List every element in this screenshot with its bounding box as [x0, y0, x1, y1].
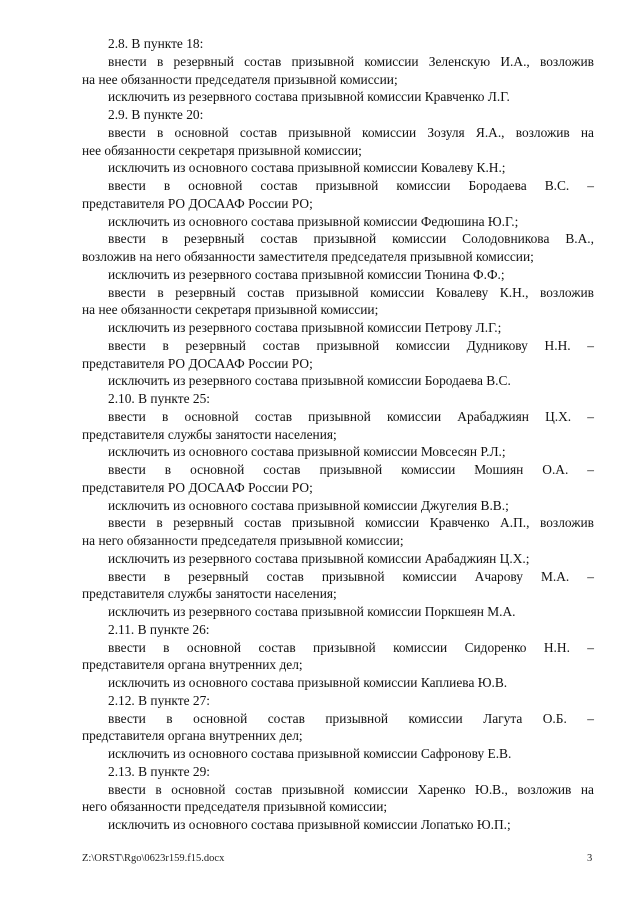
- text-line: ввести в резервный состав призывной комиссии Ачарову М.А. –: [108, 568, 594, 584]
- text-line: исключить из основного состава призывной комиссии Ковалеву К.Н.;: [108, 160, 506, 176]
- text-line: ввести в резервный состав призывной комиссии Дудникову Н.Н. –: [108, 337, 594, 353]
- text-line: 2.13. В пункте 29:: [108, 763, 211, 779]
- footer-file-path: Z:\ORST\Rgo\0623r159.f15.docx: [82, 853, 225, 864]
- text-line: исключить из основного состава призывной комиссии Джугелия В.В.;: [108, 497, 509, 513]
- text-line: 2.9. В пункте 20:: [108, 107, 204, 122]
- text-line: исключить из основного состава призывной комиссии Сафронову Е.В.: [108, 746, 512, 761]
- text-line: 2.10. В пункте 25:: [108, 391, 211, 406]
- text-line: исключить из резервного состава призывной комиссии Бородаева В.С.: [108, 373, 511, 389]
- text-line: ввести в основной состав призывной комиссии Сидоренко Н.Н. –: [108, 639, 594, 655]
- text-line: исключить из основного состава призывной комиссии Мовсесян Р.Л.;: [108, 444, 506, 460]
- text-line: исключить из основного состава призывной комиссии Каплиева Ю.В.: [108, 675, 508, 690]
- text-line: ввести в основной состав призывной комиссии Арабаджиян Ц.Х. –: [108, 408, 594, 424]
- text-line: представителя органа внутренних дел;: [82, 657, 303, 673]
- text-line: ввести в основной состав призывной комиссии Мошиян О.А. –: [108, 462, 594, 477]
- text-line: ввести в резервный состав призывной комиссии Ковалеву К.Н., возложив: [108, 284, 594, 300]
- text-line: ввести в основной состав призывной комиссии Харенко Ю.В., возложив на: [108, 781, 594, 797]
- text-line: ввести в основной состав призывной комиссии Зозуля Я.А., возложив на: [108, 124, 594, 140]
- text-line: исключить из основного состава призывной комиссии Федюшина Ю.Г.;: [108, 213, 519, 229]
- text-line: исключить из резервного состава призывной комиссии Петрову Л.Г.;: [108, 320, 502, 335]
- text-line: исключить из резервного состава призывной комиссии Кравченко Л.Г.: [108, 89, 510, 105]
- text-line: исключить из основного состава призывной комиссии Лопатько Ю.П.;: [108, 817, 511, 832]
- text-line: представителя органа внутренних дел;: [82, 728, 303, 744]
- text-line: представителя службы занятости населения;: [82, 426, 337, 442]
- text-line: возложив на него обязанности заместителя председателя призывной комиссии;: [82, 249, 534, 264]
- text-line: исключить из резервного состава призывной комиссии Поркшеян М.А.: [108, 604, 516, 619]
- text-line: 2.11. В пункте 26:: [108, 621, 210, 637]
- text-line: представителя РО ДОСААФ России РО;: [82, 355, 313, 371]
- text-line: исключить из резервного состава призывной комиссии Тюнина Ф.Ф.;: [108, 266, 505, 282]
- text-line: на нее обязанности председателя призывной комиссии;: [82, 71, 398, 87]
- text-line: представителя службы занятости населения;: [82, 586, 337, 602]
- text-line: него обязанности председателя призывной комиссии;: [82, 799, 388, 815]
- text-line: ввести в основной состав призывной комиссии Лагута О.Б. –: [108, 710, 594, 726]
- text-line: представителя РО ДОСААФ России РО;: [82, 479, 313, 495]
- text-line: ввести в резервный состав призывной комиссии Кравченко А.П., возложив: [108, 515, 594, 531]
- text-line: исключить из резервного состава призывной комиссии Арабаджиян Ц.Х.;: [108, 550, 530, 566]
- text-line: 2.8. В пункте 18:: [108, 36, 204, 51]
- text-line: 2.12. В пункте 27:: [108, 692, 211, 708]
- text-line: ввести в основной состав призывной комиссии Бородаева В.С. –: [108, 178, 594, 193]
- text-line: на него обязанности председателя призывной комиссии;: [82, 533, 404, 548]
- page-number: 3: [587, 853, 593, 864]
- text-line: на нее обязанности секретаря призывной комиссии;: [82, 302, 379, 318]
- text-line: внести в резервный состав призывной комиссии Зеленскую И.А., возложив: [108, 53, 594, 69]
- text-line: ввести в резервный состав призывной комиссии Солодовникова В.А.,: [108, 231, 594, 247]
- text-line: нее обязанности секретаря призывной комиссии;: [82, 142, 362, 158]
- text-line: представителя РО ДОСААФ России РО;: [82, 195, 313, 211]
